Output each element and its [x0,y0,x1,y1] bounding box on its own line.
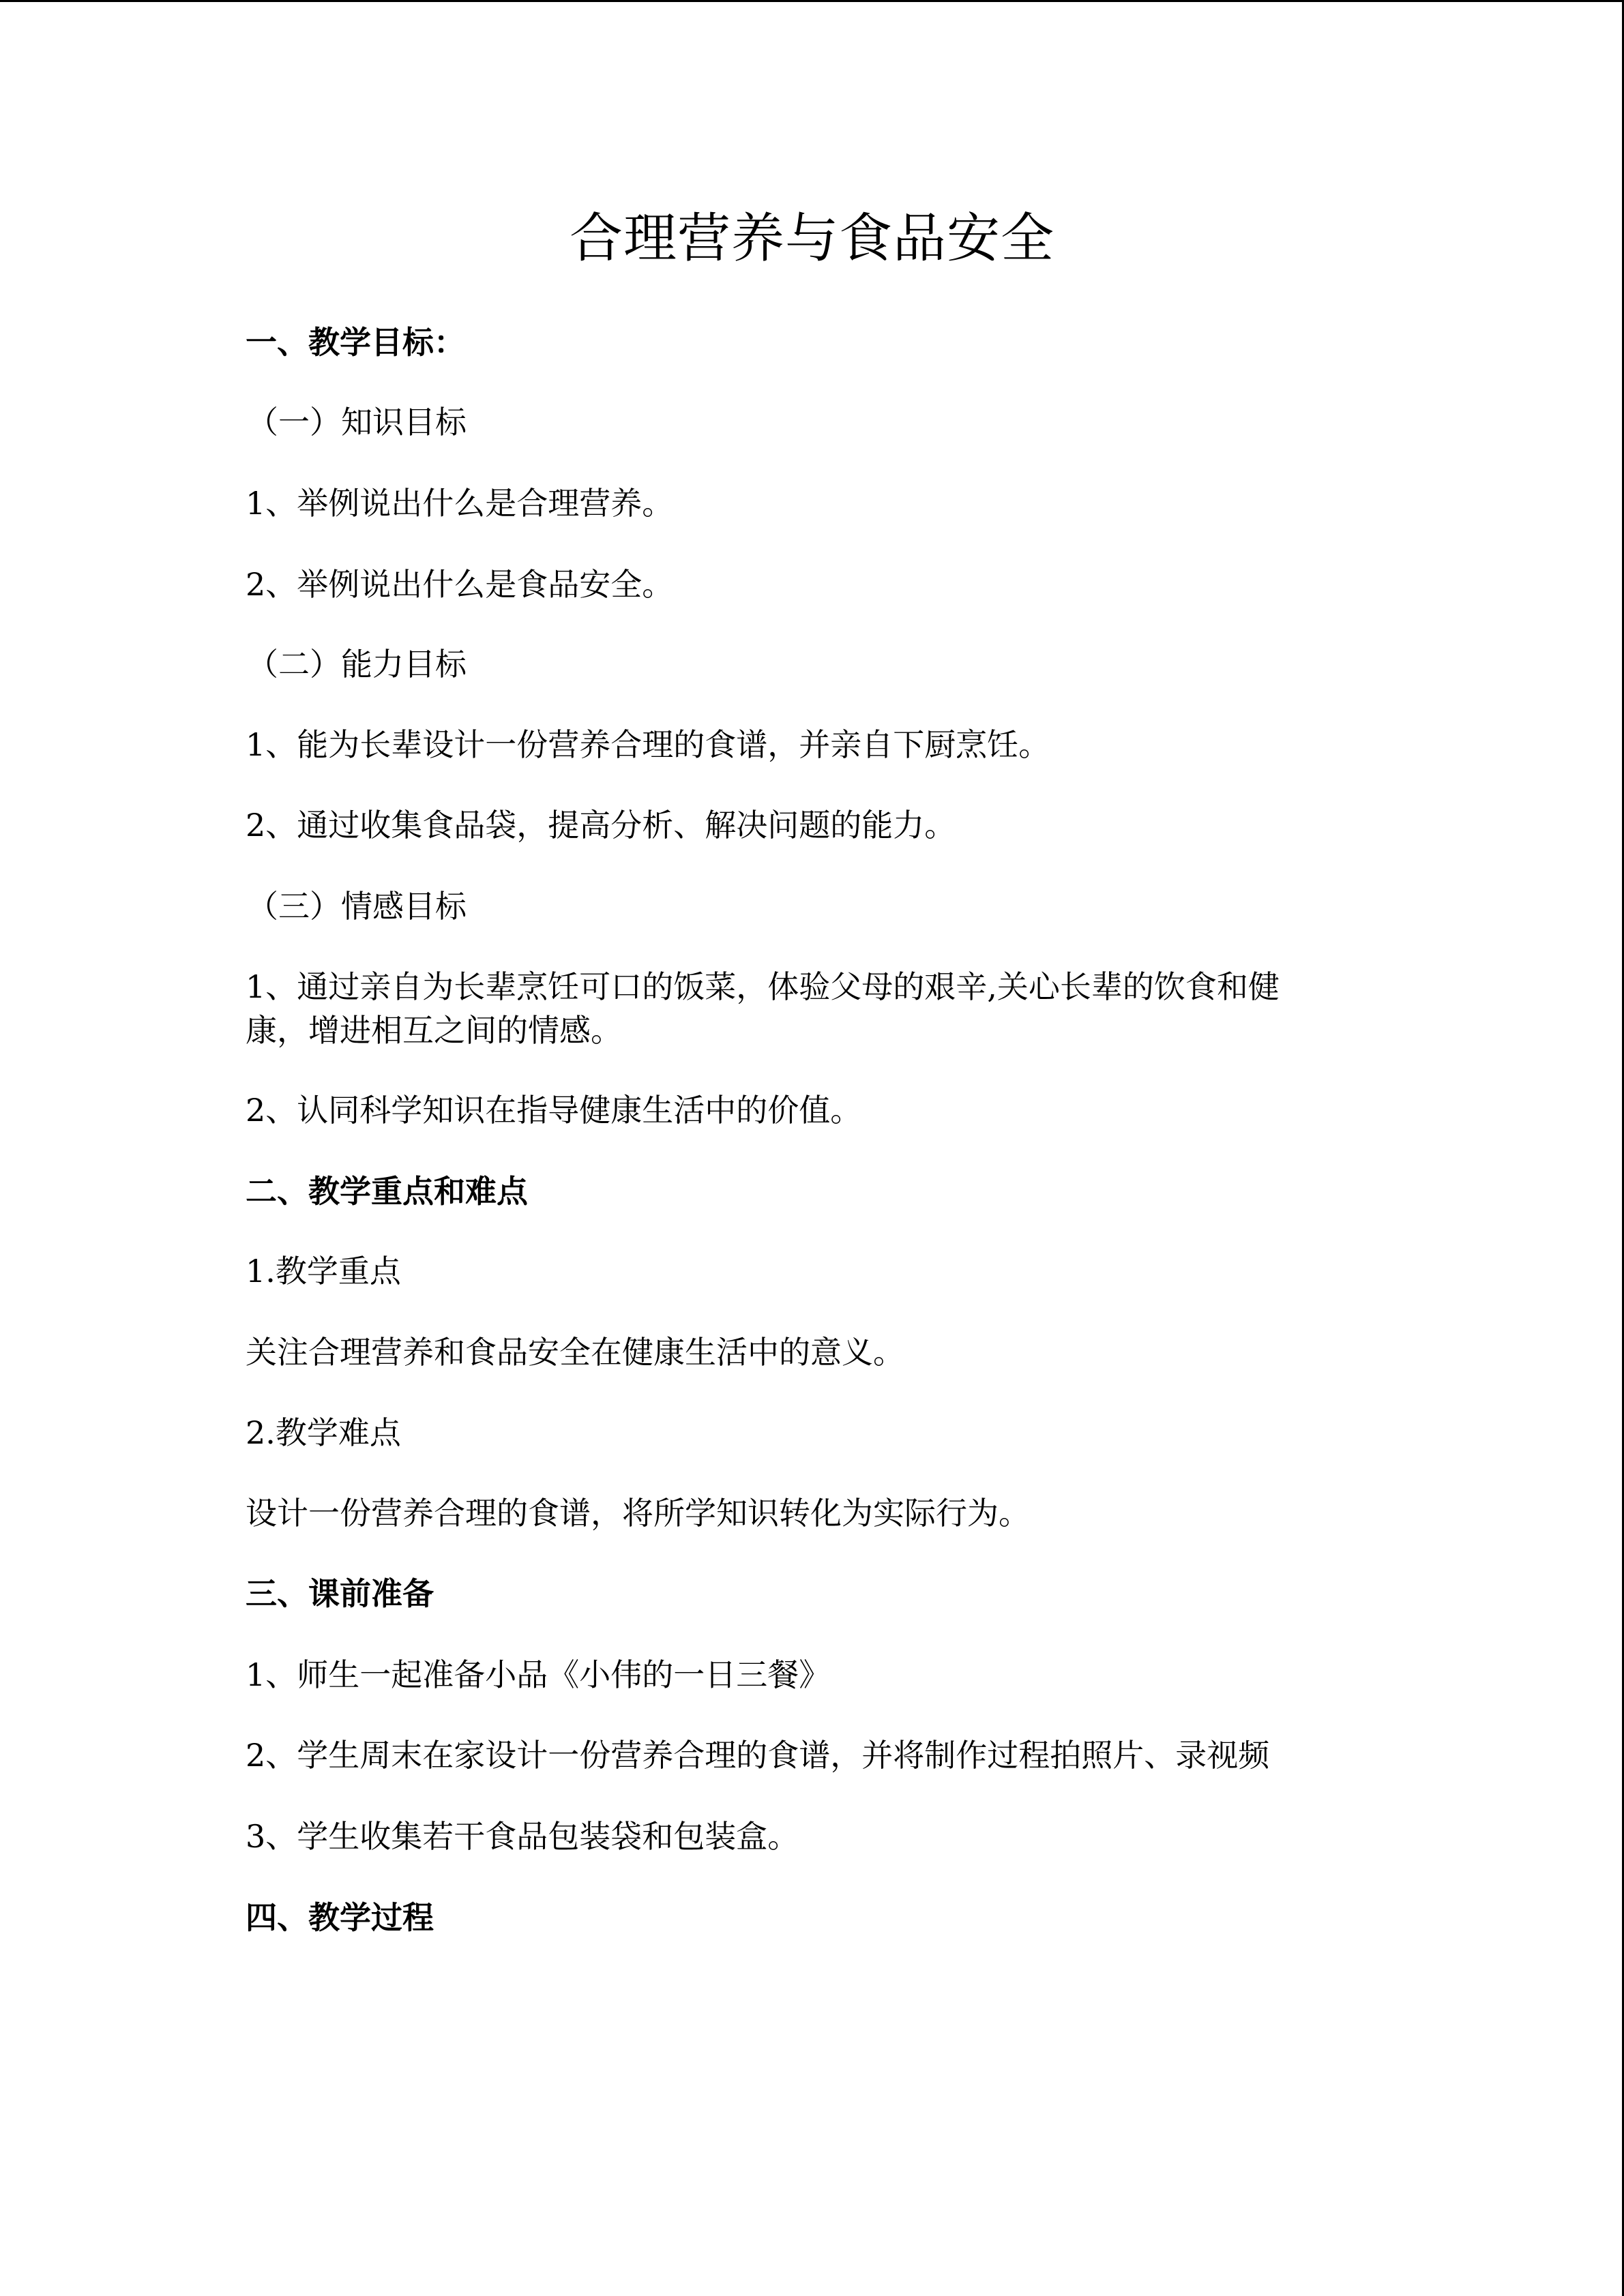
section-heading-process: 四、教学过程 [246,1899,434,1936]
prep-item-3: 3、学生收集若干食品包装袋和包装盒。 [246,1818,799,1855]
difficulty-text: 设计一份营养合理的食谱，将所学知识转化为实际行为。 [246,1495,1030,1532]
ability-item-1: 1、能为长辈设计一份营养合理的食谱，并亲自下厨烹饪。 [246,726,1050,763]
knowledge-item-2: 2、举例说出什么是食品安全。 [246,566,674,603]
subheading-ability: （二）能力目标 [247,646,467,683]
emotion-item-1: 1、通过亲自为长辈烹饪可口的饭菜，体验父母的艰辛,关心长辈的饮食和健康，增进相互之间的情感。 [246,968,1280,1049]
document-title: 合理营养与食品安全 [569,208,1054,269]
section-heading-preparation: 三、课前准备 [246,1575,434,1612]
section-heading-key-points: 二、教学重点和难点 [246,1173,528,1210]
emotion-item-2: 2、认同科学知识在指导健康生活中的价值。 [246,1092,862,1129]
difficulty-label: 2.教学难点 [246,1414,401,1451]
prep-item-2: 2、学生周末在家设计一份营养合理的食谱，并将制作过程拍照片、录视频 [246,1737,1270,1774]
key-point-label: 1.教学重点 [246,1253,401,1289]
ability-item-2: 2、通过收集食品袋，提高分析、解决问题的能力。 [246,807,956,844]
prep-item-1: 1、师生一起准备小品《小伟的一日三餐》 [246,1656,831,1693]
section-heading-goals: 一、教学目标： [246,324,465,361]
knowledge-item-1: 1、举例说出什么是合理营养。 [246,485,674,522]
subheading-knowledge: （一）知识目标 [247,404,467,441]
key-point-text: 关注合理营养和食品安全在健康生活中的意义。 [246,1334,904,1371]
subheading-emotion: （三）情感目标 [247,888,467,925]
